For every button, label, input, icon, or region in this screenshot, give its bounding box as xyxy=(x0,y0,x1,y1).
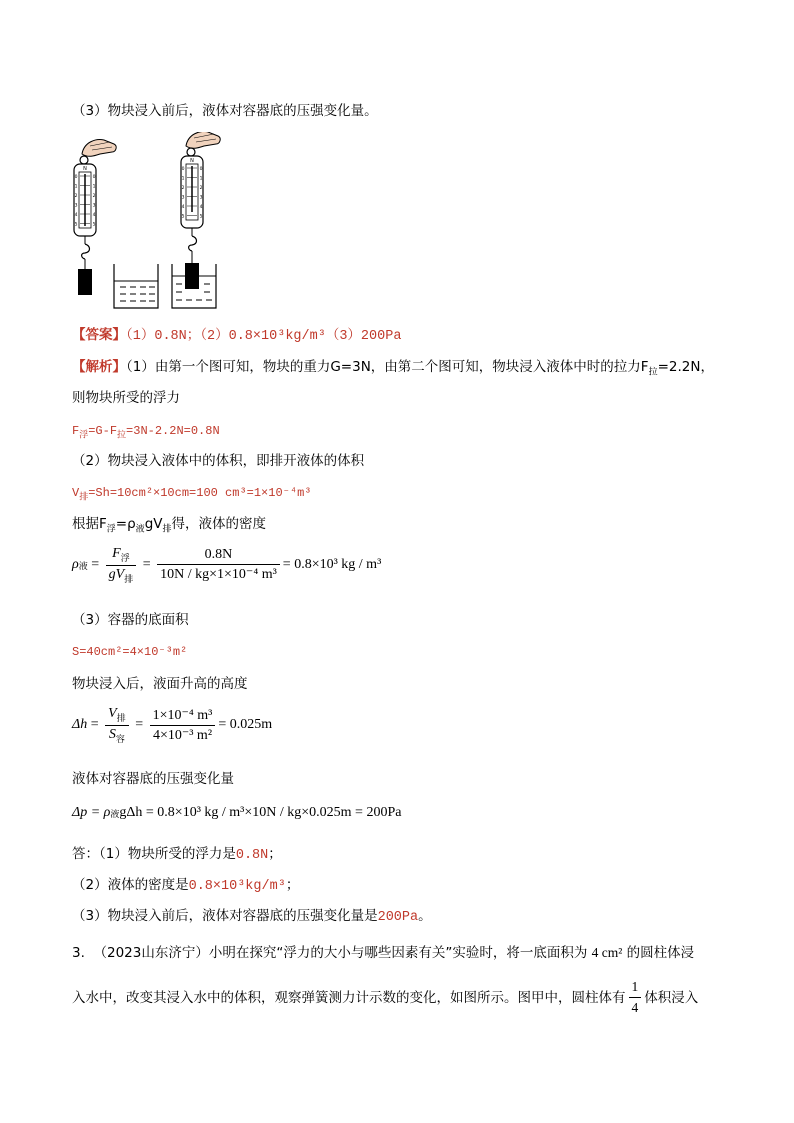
tick-label: 5 xyxy=(181,214,185,220)
equation-volume: $V_排=Sh=10cm^2\times 10cm=100$ cm³=1×10⁻⁴m³ xyxy=(72,486,312,503)
question-3-line-2: 入水中，改变其浸入水中的体积，观察弹簧测力计示数的变化，如图所示。图甲中，圆柱体有 $\frac{1}{4}$ 体积浸入 xyxy=(72,979,699,1015)
block-in-air xyxy=(78,269,92,295)
tick-label: 4 xyxy=(199,205,203,210)
formula-density: ρ 液 = $\frac{F_浮}{gV_排}$ = $\frac{0.8N}{\text{10N / kg×1×10⁻⁴ m³}}$ = 0.8×10³ kg / m³ xyxy=(72,546,382,584)
analysis-label: 【解析】 xyxy=(72,359,126,375)
tick-label: 5 xyxy=(74,222,78,228)
tick-label: 3 xyxy=(199,195,203,201)
tick-label: 0 xyxy=(74,175,78,180)
answer-line xyxy=(72,326,401,346)
tick-label: 0 xyxy=(181,167,185,172)
equation-area: S=40cm²=4×10⁻³m² xyxy=(72,645,188,659)
tick-label: 3 xyxy=(181,195,185,201)
tick-label: 1 xyxy=(92,184,96,190)
hand-icon-2 xyxy=(186,132,220,156)
tick-label: 5 xyxy=(199,214,203,220)
tick-label: 1 xyxy=(181,176,185,182)
tick-label: 2 xyxy=(74,194,78,199)
formula-pressure-change: Δp = ρ 液 gΔh = 0.8×10³ kg / m³×10N / kg×0.025m = 200Pa xyxy=(72,805,402,820)
formula-height-change: Δh = $\frac{V_排}{S_容}$ = $\frac{\text{1×10⁻⁴ m³}}{\text{4×10⁻³ m²}}$ = 0.025m xyxy=(72,706,273,744)
beaker-2 xyxy=(172,263,216,308)
scale-letter: N xyxy=(190,158,194,164)
tick-label: 0 xyxy=(199,167,203,172)
spring-scale-1 xyxy=(74,164,96,269)
analysis-line-6: 物块浸入后，液面升高的高度 xyxy=(72,676,248,692)
answer-text: （1）0.8N；（2）0.8×10³kg/m³（3）200Pa xyxy=(126,329,402,344)
tick-label: 1 xyxy=(74,184,78,190)
analysis-line-3: （2）物块浸入液体中的体积，即排开液体的体积 xyxy=(72,453,365,469)
conclusion-2: （2）液体的密度是0.8×10³kg/m³； xyxy=(72,877,300,894)
tick-label: 4 xyxy=(74,213,78,218)
answer-label: 【答案】 xyxy=(72,327,126,343)
tick-label: 2 xyxy=(181,186,185,191)
analysis-line-1: 【解析】（1）由第一个图可知，物块的重力G=3N，由第二个图可知，物块浸入液体中时的拉力$F_拉=2.2N$， xyxy=(72,359,714,378)
experiment-figure xyxy=(70,132,240,312)
tick-label: 4 xyxy=(181,205,185,210)
analysis-line-7: 液体对容器底的压强变化量 xyxy=(72,771,234,787)
analysis-line-4: 根据$F_浮=\rho_液gV_排$得，液体的密度 xyxy=(72,516,267,535)
analysis-line-5: （3）容器的底面积 xyxy=(72,612,189,628)
block-submerged xyxy=(185,263,199,289)
q3-prompt: （3）物块浸入前后，液体对容器底的压强变化量。 xyxy=(72,103,378,119)
tick-label: 0 xyxy=(92,175,96,180)
beaker-1 xyxy=(114,264,158,308)
conclusion-1: 答：（1）物块所受的浮力是0.8N； xyxy=(72,846,282,863)
scale-letter: N xyxy=(83,166,87,172)
spring-scale-2 xyxy=(181,156,203,263)
tick-label: 2 xyxy=(199,186,203,191)
tick-label: 4 xyxy=(92,213,96,218)
analysis-line-2: 则物块所受的浮力 xyxy=(72,390,180,406)
hand-icon-1 xyxy=(80,140,116,164)
conclusion-3: （3）物块浸入前后，液体对容器底的压强变化量是200Pa。 xyxy=(72,908,432,925)
tick-label: 3 xyxy=(92,203,96,209)
equation-buoyancy: $F_浮=G-F_拉=3N-2.2N=0.8N$ xyxy=(72,424,220,441)
tick-label: 2 xyxy=(92,194,96,199)
question-3-line-1: 3. （2023山东济宁）小明在探究“浮力的大小与哪些因素有关”实验时，将一底面积为 4 cm² 的圆柱体浸 xyxy=(72,945,695,961)
tick-label: 5 xyxy=(92,222,96,228)
tick-label: 1 xyxy=(199,176,203,182)
tick-label: 3 xyxy=(74,203,78,209)
